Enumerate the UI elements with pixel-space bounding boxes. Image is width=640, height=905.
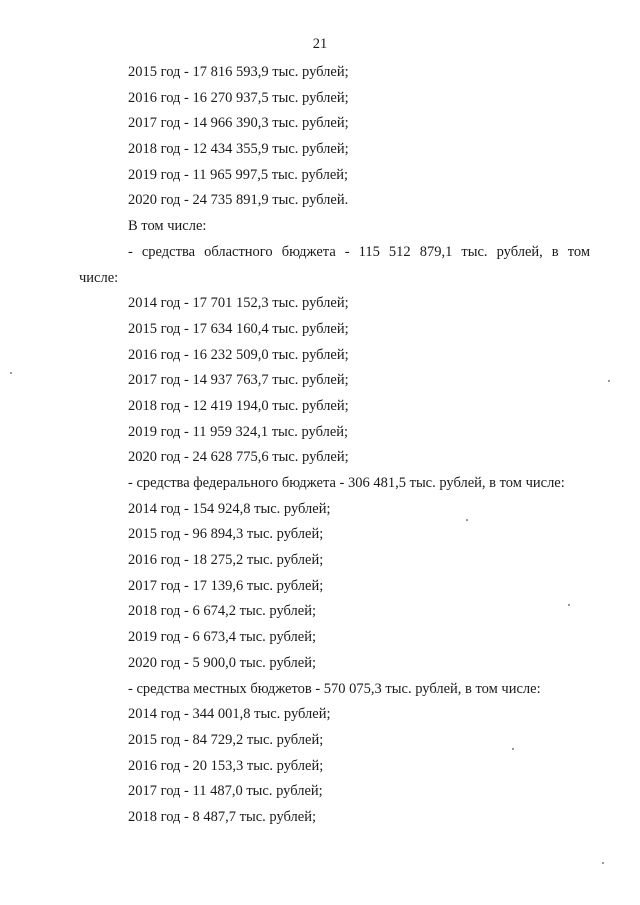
scan-speck — [602, 862, 604, 864]
text-line: - средства областного бюджета - 115 512 879,1 тыс. рублей, в том — [128, 243, 590, 260]
text-line: 2014 год - 154 924,8 тыс. рублей; — [128, 500, 331, 517]
text-line: 2018 год - 6 674,2 тыс. рублей; — [128, 603, 316, 620]
text-line: 2014 год - 17 701 152,3 тыс. рублей; — [128, 295, 349, 312]
text-line: - средства федерального бюджета - 306 481,5 тыс. рублей, в том числе: — [128, 475, 565, 491]
text-line: 2016 год - 18 275,2 тыс. рублей; — [128, 552, 324, 569]
text-line: 2018 год - 8 487,7 тыс. рублей; — [128, 808, 316, 825]
text-line: 2017 год - 11 487,0 тыс. рублей; — [128, 783, 323, 800]
scan-speck — [512, 748, 514, 750]
scan-speck — [568, 604, 570, 606]
text-line: В том числе: — [128, 218, 207, 235]
text-line: 2015 год - 17 816 593,9 тыс. рублей; — [128, 64, 349, 80]
text-line: 2016 год - 20 153,3 тыс. рублей; — [128, 757, 324, 774]
scan-speck — [10, 372, 12, 374]
budget-text-body — [0, 60, 640, 831]
text-line: 2017 год - 14 966 390,3 тыс. рублей; — [128, 115, 349, 132]
text-line: числе: — [79, 269, 119, 286]
text-line: 2015 год - 84 729,2 тыс. рублей; — [128, 731, 324, 748]
text-line: 2020 год - 5 900,0 тыс. рублей; — [128, 654, 316, 671]
text-line: 2017 год - 14 937 763,7 тыс. рублей; — [128, 372, 349, 389]
text-line: 2018 год - 12 434 355,9 тыс. рублей; — [128, 141, 349, 158]
text-line: 2020 год - 24 735 891,9 тыс. рублей. — [128, 192, 349, 209]
text-line: 2016 год - 16 232 509,0 тыс. рублей; — [128, 346, 349, 363]
text-line: 2015 год - 96 894,3 тыс. рублей; — [128, 526, 324, 543]
text-line: 2019 год - 11 965 997,5 тыс. рублей; — [128, 166, 349, 183]
scan-speck — [608, 380, 610, 382]
text-line: 2014 год - 344 001,8 тыс. рублей; — [128, 706, 331, 723]
text-line: 2016 год - 16 270 937,5 тыс. рублей; — [128, 89, 349, 106]
text-line: 2017 год - 17 139,6 тыс. рублей; — [128, 577, 324, 594]
text-line: 2020 год - 24 628 775,6 тыс. рублей; — [128, 449, 349, 466]
text-line: 2019 год - 11 959 324,1 тыс. рублей; — [128, 423, 349, 440]
text-line: 2019 год - 6 673,4 тыс. рублей; — [128, 629, 316, 646]
text-line: - средства местных бюджетов - 570 075,3 тыс. рублей, в том числе: — [128, 680, 541, 697]
text-line: 2018 год - 12 419 194,0 тыс. рублей; — [128, 397, 349, 414]
page-number: 21 — [312, 36, 328, 52]
scan-speck — [466, 519, 468, 521]
text-line: 2015 год - 17 634 160,4 тыс. рублей; — [128, 320, 349, 337]
